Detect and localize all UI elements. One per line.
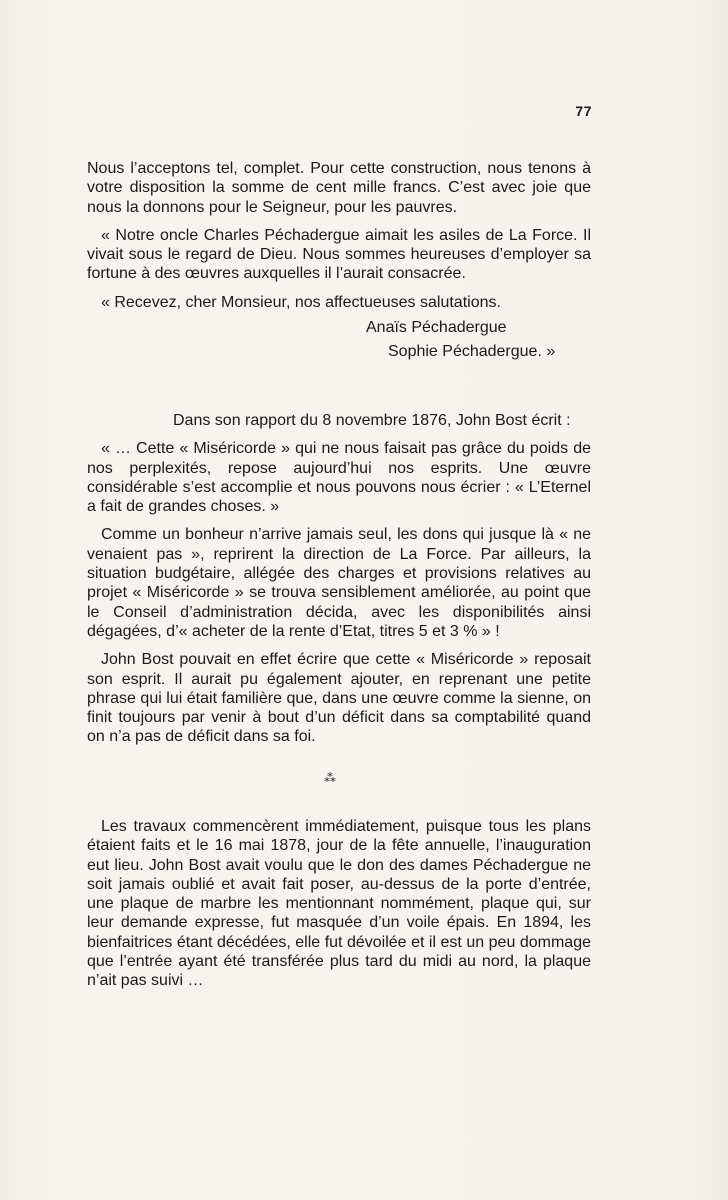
- report-section: [87, 411, 591, 747]
- page-number: 77: [575, 103, 592, 119]
- signature-line: Sophie Péchadergue. »: [388, 343, 556, 361]
- asterism-separator: [318, 773, 342, 797]
- paragraph: « Notre oncle Charles Péchadergue aimait les asiles de La Force. Il vivait sous le regard de Dieu. Nous sommes heureuses d’employer sa fortune à des œuvres auxquelles il l’aurait consacrée.: [87, 226, 591, 283]
- paragraph: John Bost pouvait en effet écrire que cette « Miséricorde » reposait son esprit. Il aurait pu également ajouter, en reprenant une petite phrase qui lui était familière que, dans une œuvre comme la sienne, on finit toujours par venir à bout d’un déficit dans sa comptabilité quand on n’a pas de déficit dans sa foi.: [87, 651, 591, 746]
- paragraph: Dans son rapport du 8 novembre 1876, John Bost écrit :: [173, 412, 571, 429]
- signature-line: Anaïs Péchadergue: [366, 319, 507, 337]
- paragraph: Nous l’acceptons tel, complet. Pour cette construction, nous tenons à votre disposition la somme de cent mille francs. C’est avec joie que nous la donnons pour le Seigneur, pour les pauvres.: [87, 160, 591, 216]
- asterism-glyph: ⁂: [324, 771, 336, 785]
- quote-paragraph: « … Cette « Miséricorde » qui ne nous faisait pas grâce du poids de nos perplexités, repose aujourd’hui nos esprits. Une œuvre considérable s’est accomplie et nous pouvons nous écrier : « L’Eternel a fait de grandes choses. »: [87, 440, 591, 516]
- paragraph: « Recevez, cher Monsieur, nos affectueuses salutations.: [101, 293, 501, 311]
- paragraph: Comme un bonheur n’arrive jamais seul, les dons qui jusque là « ne venaient pas », reprirent la direction de La Force. Par ailleurs, la situation budgétaire, allégée des charges et provisions relatives au projet « Miséricorde » se trouva sensiblement améliorée, au point que le Conseil d’administration décida, avec les disponibilités ainsi dégagées, d’« acheter de la rente d’Etat, titres 5 et 3 % » !: [87, 526, 591, 640]
- paragraph: Les travaux commencèrent immédiatement, puisque tous les plans étaient faits et le 16 mai 1878, jour de la fête annuelle, l’inauguration eut lieu. John Bost avait voulu que le don des dames Péchadergue ne soit jamais oublié et avait fait poser, au-dessus de la porte d’entrée, une plaque de marbre les mentionnant nommément, plaque qui, sur leur demande expresse, fut masquée d’un voile épais. En 1894, les bienfaitrices étant décédées, elle fut dévoilée et il est un peu dommage que l’entrée ayant été transférée plus tard du midi au nord, la plaque n’ait pas suivi …: [87, 818, 591, 990]
- letter-excerpt: [87, 159, 591, 362]
- inauguration-section: [87, 817, 591, 991]
